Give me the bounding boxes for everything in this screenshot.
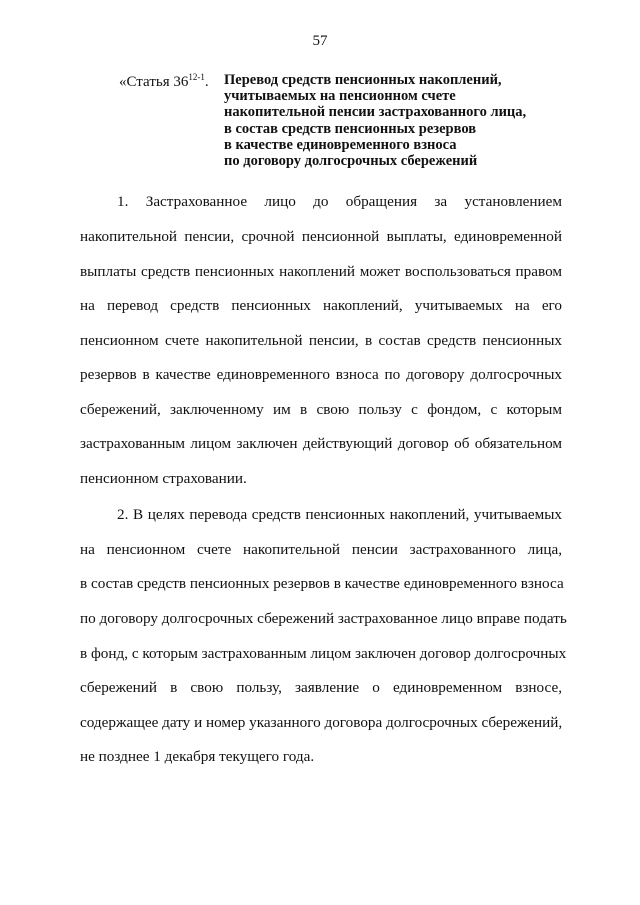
article-title-line: в качестве единовременного взноса <box>224 136 457 153</box>
paragraph-line: пенсионном страховании. <box>80 470 247 487</box>
paragraph-line: сбережений в свою пользу, заявление о единовременном взносе, <box>80 679 562 696</box>
article-title-line: учитываемых на пенсионном счете <box>224 88 456 105</box>
paragraph-line: в состав средств пенсионных резервов в качестве единовременного взноса <box>80 575 564 592</box>
paragraph-line: в фонд, с которым застрахованным лицом заключен договор долгосрочных <box>80 645 567 662</box>
article-title-line: накопительной пенсии застрахованного лица, <box>224 104 527 121</box>
paragraph-line: сбережений, заключенному им в свою пользу с фондом, с которым <box>80 401 562 418</box>
paragraph-line: пенсионном счете накопительной пенсии, в состав средств пенсионных <box>80 332 562 349</box>
article-title-line: Перевод средств пенсионных накоплений, <box>224 72 502 88</box>
article-label-superscript: 12-1 <box>188 72 205 82</box>
paragraph-line: застрахованным лицом заключен действующий договор об обязательном <box>80 435 562 452</box>
paragraph-line: содержащее дату и номер указанного договора долгосрочных сбережений, <box>80 714 563 731</box>
paragraph-line: накопительной пенсии, срочной пенсионной выплаты, единовременной <box>80 228 562 245</box>
paragraph-line: выплаты средств пенсионных накоплений может воспользоваться правом <box>80 263 562 280</box>
paragraph-line: на пенсионном счете накопительной пенсии застрахованного лица, <box>80 541 562 558</box>
page-number: 57 <box>312 33 328 49</box>
article-label-prefix: «Статья 36 <box>119 74 189 90</box>
article-title-line: по договору долгосрочных сбережений <box>224 153 478 170</box>
article-title <box>224 72 584 169</box>
paragraph-line: 2. В целях перевода средств пенсионных накоплений, учитываемых <box>117 506 562 523</box>
paragraph-line: на перевод средств пенсионных накоплений, учитываемых на его <box>80 297 562 314</box>
article-title-line: в состав средств пенсионных резервов <box>224 120 477 137</box>
article-label-suffix: . <box>204 74 209 90</box>
paragraph-line: 1. Застрахованное лицо до обращения за установлением <box>117 193 562 210</box>
paragraph-line: не позднее 1 декабря текущего года. <box>80 748 315 765</box>
article-number <box>119 72 209 91</box>
paragraph-line: по договору долгосрочных сбережений застрахованное лицо вправе подать <box>80 610 567 627</box>
paragraph-line: резервов в качестве единовременного взноса по договору долгосрочных <box>80 366 562 383</box>
